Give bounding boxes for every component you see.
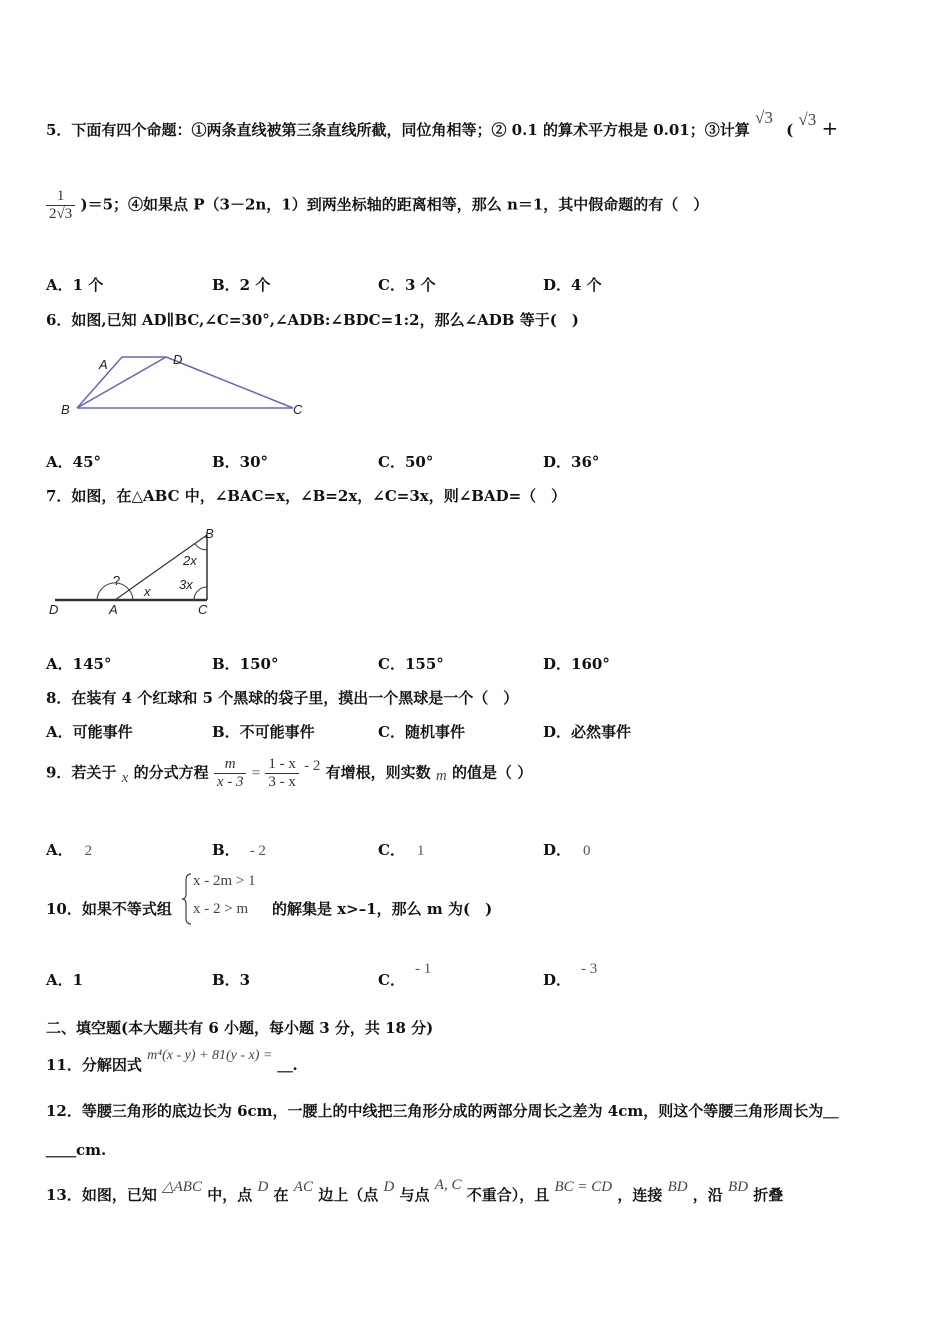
q9-option-a-letter: A． [46, 841, 73, 859]
q9-option-b[interactable] [212, 839, 266, 860]
q6-segment-dc [166, 357, 293, 408]
q9-mid: 的分式方程 [133, 763, 209, 782]
q9-frac1-num: m [224, 756, 236, 772]
q13-p8: ，沿 [692, 1186, 723, 1204]
q10-option-c-value: - 1 [414, 961, 432, 977]
q11-prefix: 11．分解因式 [46, 1056, 142, 1074]
q13-tri: △ABC [162, 1179, 202, 1195]
q5-plus: + [821, 116, 839, 140]
q8-option-a[interactable]: A．可能事件 [46, 723, 133, 741]
q6-segment-bd [77, 357, 166, 408]
q9-option-d-letter: D． [543, 841, 572, 859]
q13-bd: BD [667, 1179, 688, 1195]
q5-text2: )＝5；④如果点 P（3－2n，1）到两坐标轴的距离相等，那么 n＝1，其中假命题的有（ ） [80, 195, 709, 214]
q7-angle-arc-c [194, 587, 207, 600]
q5-line2 [46, 188, 708, 223]
q7-angle-arc-b [195, 544, 207, 550]
q7-angle-arc-bac [130, 591, 133, 600]
q6-option-b[interactable]: B．30° [212, 453, 269, 471]
q13-line [46, 1177, 784, 1205]
q10-option-c[interactable] [378, 961, 432, 990]
q9-option-b-value: - 2 [249, 843, 266, 859]
q9-frac2 [265, 756, 299, 791]
q7-option-a[interactable]: A．145° [46, 655, 112, 673]
q7-label-b: B [205, 526, 214, 541]
q9-eq: = [251, 765, 261, 782]
q13-p9: 折叠 [753, 1186, 784, 1204]
q11-suffix: ＿. [277, 1056, 298, 1074]
q5-line1 [46, 108, 839, 140]
q9-option-d-value: 0 [583, 843, 591, 859]
q5-sqrt3: √3 [754, 108, 773, 127]
q9-frac1-den: x - 3 [216, 774, 244, 790]
q13-p5: 与点 [399, 1186, 430, 1204]
q6-figure [55, 348, 315, 423]
q5-frac-den: 2√3 [49, 206, 73, 222]
q10-suffix: 的解集是 x>–1，那么 m 为( ) [272, 900, 493, 918]
q7-label-3x: 3x [179, 577, 193, 592]
q9-option-c-value: 1 [416, 843, 425, 859]
section2-title: 二、填空题(本大题共有 6 小题，每小题 3 分，共 18 分) [46, 1019, 434, 1037]
q7-text: 7．如图，在△ABC 中，∠BAC=x，∠B=2x，∠C=3x，则∠BAD=（ ） [46, 487, 567, 505]
q7-label-d: D [49, 602, 59, 617]
q6-label-b: B [61, 402, 70, 417]
q5-frac-num: 1 [46, 188, 75, 206]
q10-option-d-letter: D． [543, 971, 572, 989]
q9-line [46, 756, 532, 791]
q10-ineq1: x - 2m > 1 [193, 873, 256, 889]
q9-prefix: 9．若关于 [46, 763, 117, 782]
q10-option-d-value: - 3 [581, 961, 598, 977]
q6-option-d[interactable]: D．36° [543, 453, 600, 471]
q10-brace-icon [181, 872, 193, 926]
q13-p4: 边上（点 [318, 1186, 379, 1204]
q10-option-c-letter: C． [378, 971, 405, 989]
q7-label-x: x [144, 584, 151, 599]
q13-p2: 中，点 [207, 1186, 253, 1204]
q5-sqrt3b: √3 [798, 110, 817, 129]
q6-label-a: A [99, 357, 108, 372]
q13-ac: AC [293, 1179, 313, 1195]
q13-p6: 不重合），且 [466, 1186, 550, 1204]
q5-option-d[interactable]: D．4 个 [543, 276, 602, 294]
q9-frac1 [214, 756, 247, 791]
q10-option-a[interactable]: A．1 [46, 971, 84, 989]
q8-option-c[interactable]: C．随机事件 [378, 723, 465, 741]
q8-option-d[interactable]: D．必然事件 [543, 723, 632, 741]
q6-label-c: C [293, 402, 303, 417]
q7-label-2x: 2x [183, 553, 197, 568]
q11-line [46, 1048, 298, 1075]
q5-fraction [46, 188, 75, 223]
q8-option-b[interactable]: B．不可能事件 [212, 723, 315, 741]
q13-p3: 在 [273, 1186, 289, 1204]
q9-option-c[interactable] [378, 839, 424, 860]
q9-var-x: x [121, 769, 129, 786]
q9-end: 的值是（ ） [451, 763, 533, 782]
q13-ac2: A, C [434, 1177, 462, 1193]
q13-d: D [257, 1179, 269, 1195]
q6-option-a[interactable]: A．45° [46, 453, 102, 471]
q9-minus2: - 2 [304, 757, 321, 774]
q9-option-a-value: 2 [84, 843, 93, 859]
q9-option-b-letter: B． [212, 841, 240, 859]
q7-option-d[interactable]: D．160° [543, 655, 610, 673]
q9-var-m: m [435, 767, 447, 784]
q13-p1: 13．如图，已知 [46, 1186, 157, 1204]
q7-option-c[interactable]: C．155° [378, 655, 444, 673]
q6-text: 6．如图,已知 AD∥BC,∠C=30°,∠ADB:∠BDC=1:2，那么∠ADB 等于( ) [46, 311, 579, 329]
q13-eq: BC = CD [554, 1179, 613, 1195]
q9-option-c-letter: C． [378, 841, 405, 859]
q13-d2: D [383, 1179, 395, 1195]
q5-option-b[interactable]: B．2 个 [212, 276, 271, 294]
q6-option-c[interactable]: C．50° [378, 453, 434, 471]
q9-frac2-num: 1 - x [268, 756, 296, 772]
q10-prefix: 10．如果不等式组 [46, 900, 172, 918]
q10-option-d[interactable] [543, 961, 598, 990]
q11-expr: m⁴(x - y) + 81(y - x) = [147, 1048, 273, 1063]
q7-option-b[interactable]: B．150° [212, 655, 279, 673]
q5-text: 5．下面有四个命题：①两条直线被第三条直线所截，同位角相等；② 0.1 的算术平方根是 0.01；③计算 [46, 121, 750, 139]
q7-label-question: ? [113, 573, 121, 588]
q9-frac2-den: 3 - x [268, 774, 296, 790]
q9-option-d[interactable] [543, 839, 591, 860]
q7-figure [45, 525, 230, 620]
q13-bd2: BD [728, 1179, 749, 1195]
q12-line1: 12．等腰三角形的底边长为 6cm，一腰上的中线把三角形分成的两部分周长之差为 4cm，则这个等腰三角形周长为＿ [46, 1102, 839, 1120]
q8-text: 8．在装有 4 个红球和 5 个黑球的袋子里，摸出一个黑球是一个（ ） [46, 689, 519, 707]
q9-option-a[interactable] [46, 839, 92, 860]
q7-label-a: A [109, 602, 118, 617]
q10-option-b[interactable]: B．3 [212, 971, 251, 989]
q13-p7: ，连接 [617, 1186, 663, 1204]
q9-suffix: 有增根，则实数 [325, 763, 431, 782]
q5-lparen: ( [786, 121, 794, 139]
q10-ineq2: x - 2 > m [193, 901, 249, 917]
q5-option-c[interactable]: C．3 个 [378, 276, 436, 294]
q12-line2: ＿＿cm. [46, 1141, 107, 1159]
q7-label-c: C [198, 602, 208, 617]
q6-label-d: D [173, 352, 183, 367]
q5-option-a[interactable]: A．1 个 [46, 276, 104, 294]
